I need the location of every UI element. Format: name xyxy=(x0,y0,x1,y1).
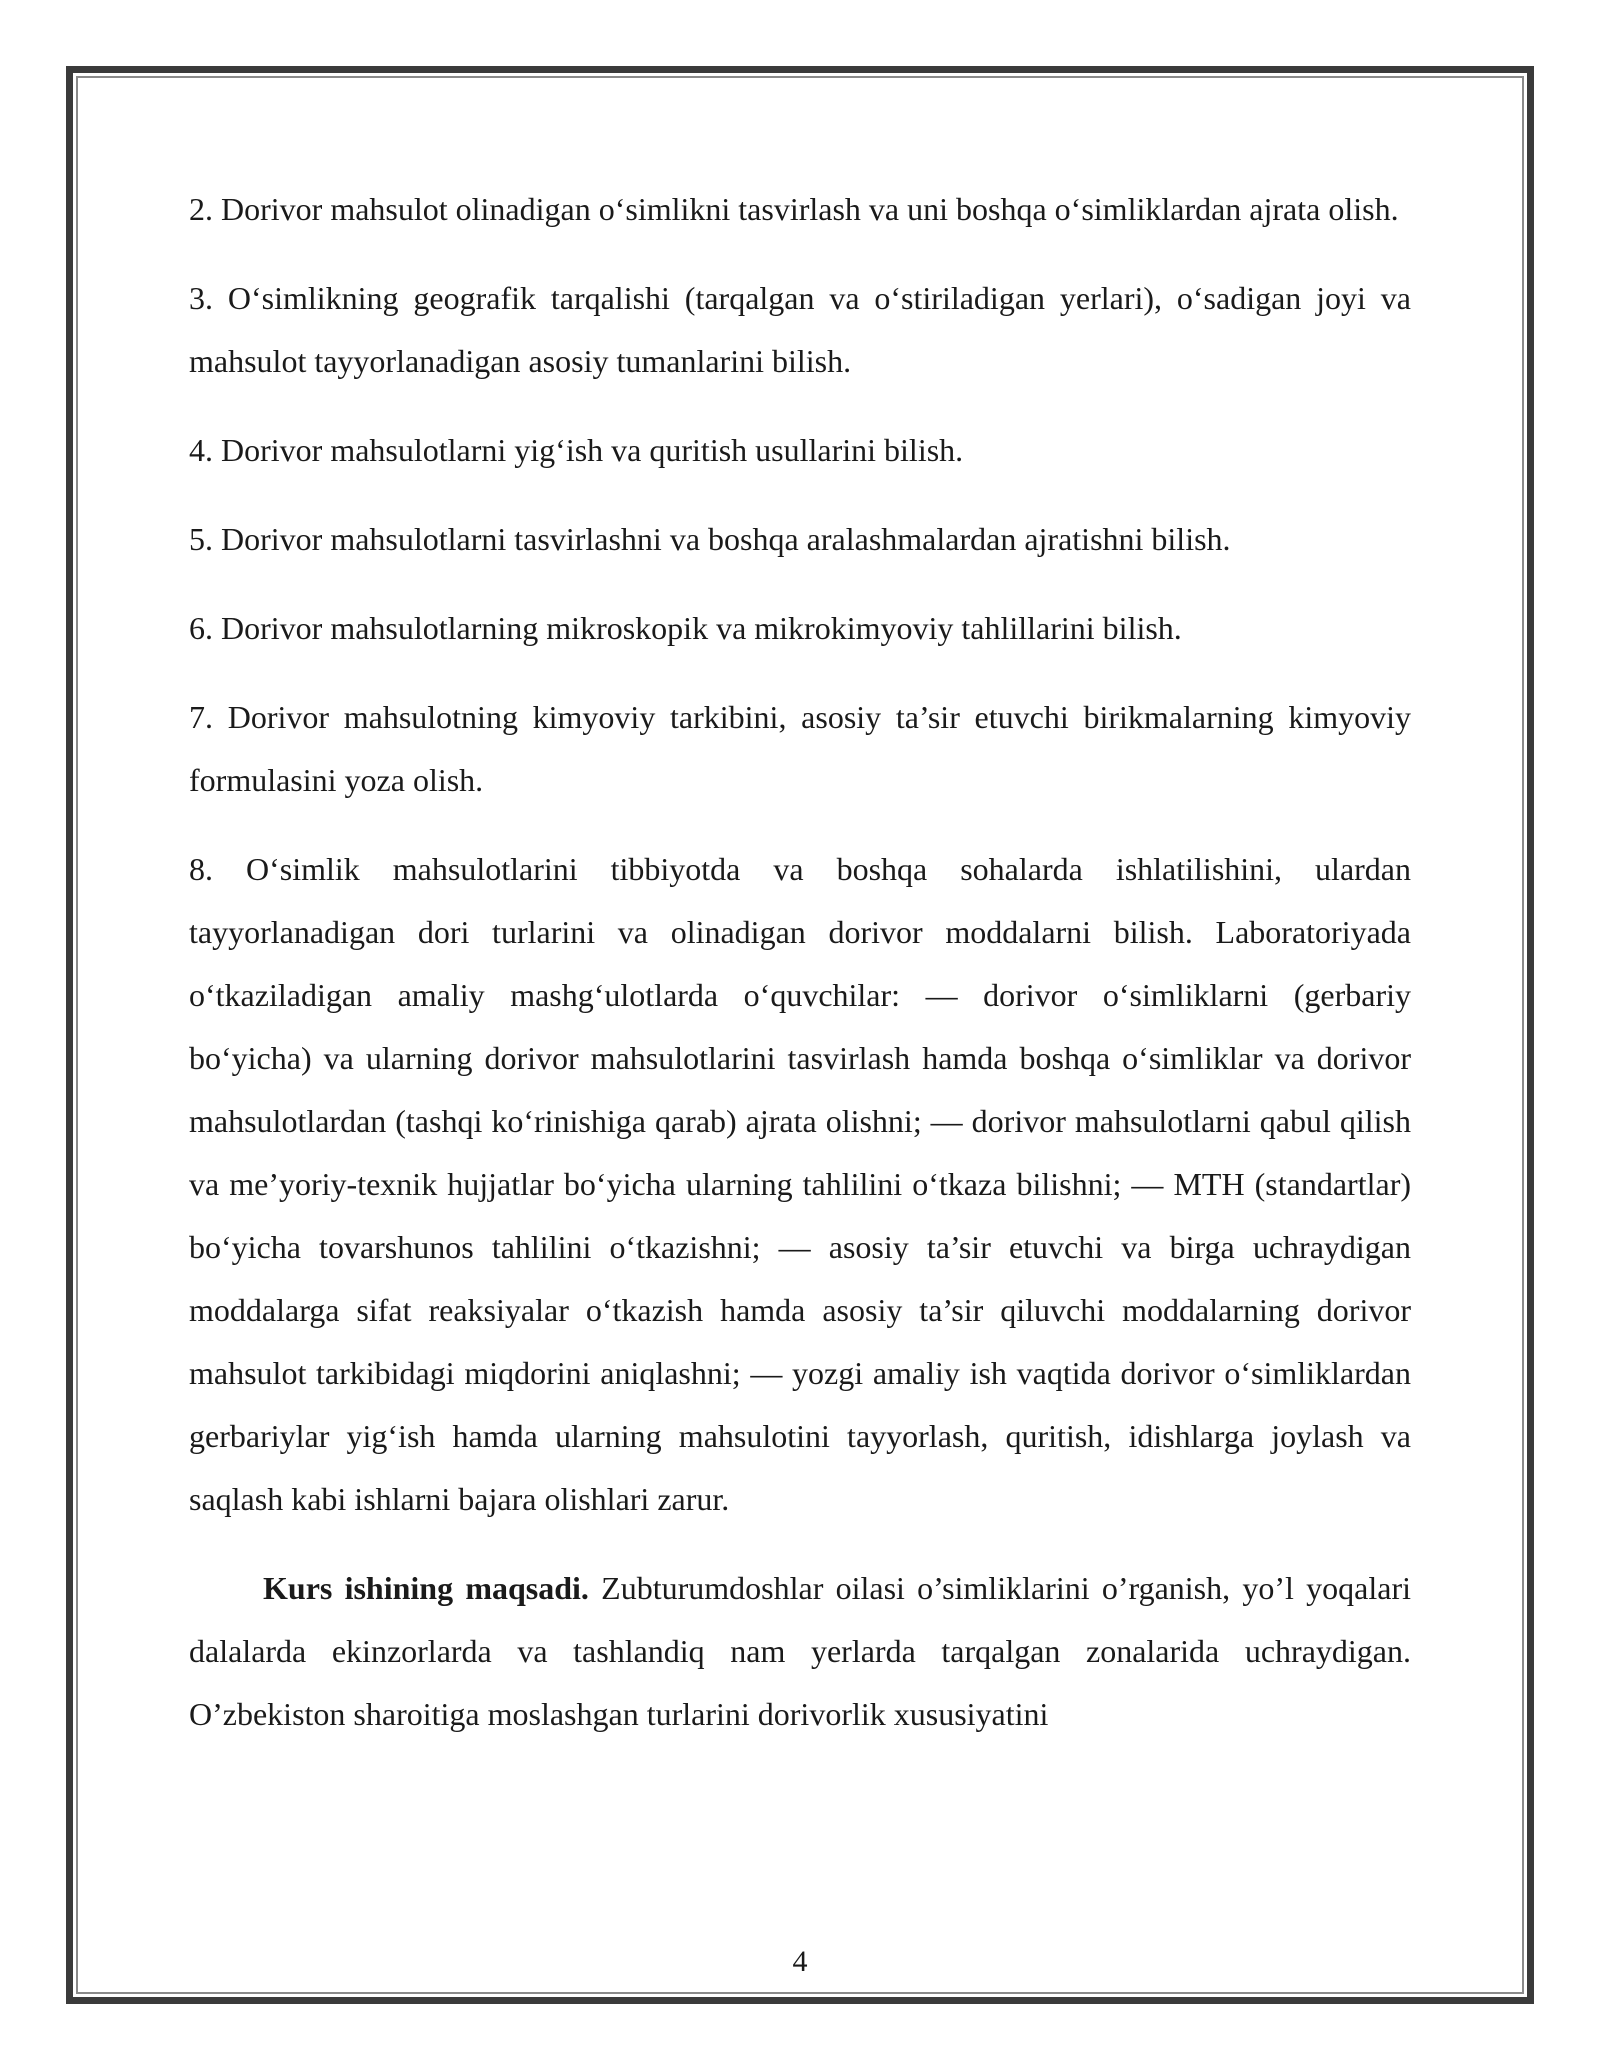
list-item-4: 4. Dorivor mahsulotlarni yig‘ish va quritish usullarini bilish. xyxy=(189,432,964,468)
course-goal-text: Zubturumdoshlar oilasi o’simliklarini o’rganish, yo’l yoqalari dalalarda ekinzorlarda va tashlandiq nam yerlarda tarqalgan zonalarida uchraydigan. O’zbekiston sharoitiga moslashgan turlarini dorivorlik xususiyatini xyxy=(189,1570,1412,1732)
document-body xyxy=(189,178,1411,1772)
page-number: 4 xyxy=(792,1945,808,1978)
list-item-6: 6. Dorivor mahsulotlarning mikroskopik va mikrokimyoviy tahlillarini bilish. xyxy=(189,610,1182,646)
course-goal-paragraph xyxy=(189,1557,1411,1746)
list-item-5: 5. Dorivor mahsulotlarni tasvirlashni va boshqa aralashmalardan ajratishni bilish. xyxy=(189,521,1231,557)
course-goal-heading: Kurs ishining maqsadi. xyxy=(263,1570,589,1606)
list-item-7: 7. Dorivor mahsulotning kimyoviy tarkibini, asosiy ta’sir etuvchi birikmalarning kimyoviy formulasini yoza olish. xyxy=(189,699,1411,798)
list-item-8: 8. O‘simlik mahsulotlarini tibbiyotda va boshqa sohalarda ishlatilishini, ulardan tayyorlanadigan dori turlarini va olinadigan dorivor moddalarni bilish. Laboratoriyada o‘tkaziladigan amaliy mashg‘ulotlarda o‘quvchilar: — dorivor o‘simliklarni (gerbariy bo‘yicha) va ularning dorivor mahsulotlarini tasvirlash hamda boshqa o‘simliklar va dorivor mahsulotlardan (tashqi ko‘rinishiga qarab) ajrata olishni; — dorivor mahsulotlarni qabul qilish va me’yoriy-texnik hujjatlar bo‘yicha ularning tahlilini o‘tkaza bilishni; — MTH (standartlar) bo‘yicha tovarshunos tahlilini o‘tkazishni; — asosiy ta’sir etuvchi va birga uchraydigan moddalarga sifat reaksiyalar o‘tkazish hamda asosiy ta’sir qiluvchi moddalarning dorivor mahsulot tarkibidagi miqdorini aniqlashni; — yozgi amaliy ish vaqtida dorivor o‘simliklardan gerbariylar yig‘ish hamda ularning mahsulotini tayyorlash, quritish, idishlarga joylash va saqlash kabi ishlarni bajara olishlari zarur. xyxy=(189,851,1411,1517)
list-item-2: 2. Dorivor mahsulot olinadigan o‘simlikni tasvirlash va uni boshqa o‘simliklardan ajrata olish. xyxy=(189,191,1399,227)
list-item-3: 3. O‘simlikning geografik tarqalishi (tarqalgan va o‘stiriladigan yerlari), o‘sadigan joyi va mahsulot tayyorlanadigan asosiy tumanlarini bilish. xyxy=(189,280,1411,379)
